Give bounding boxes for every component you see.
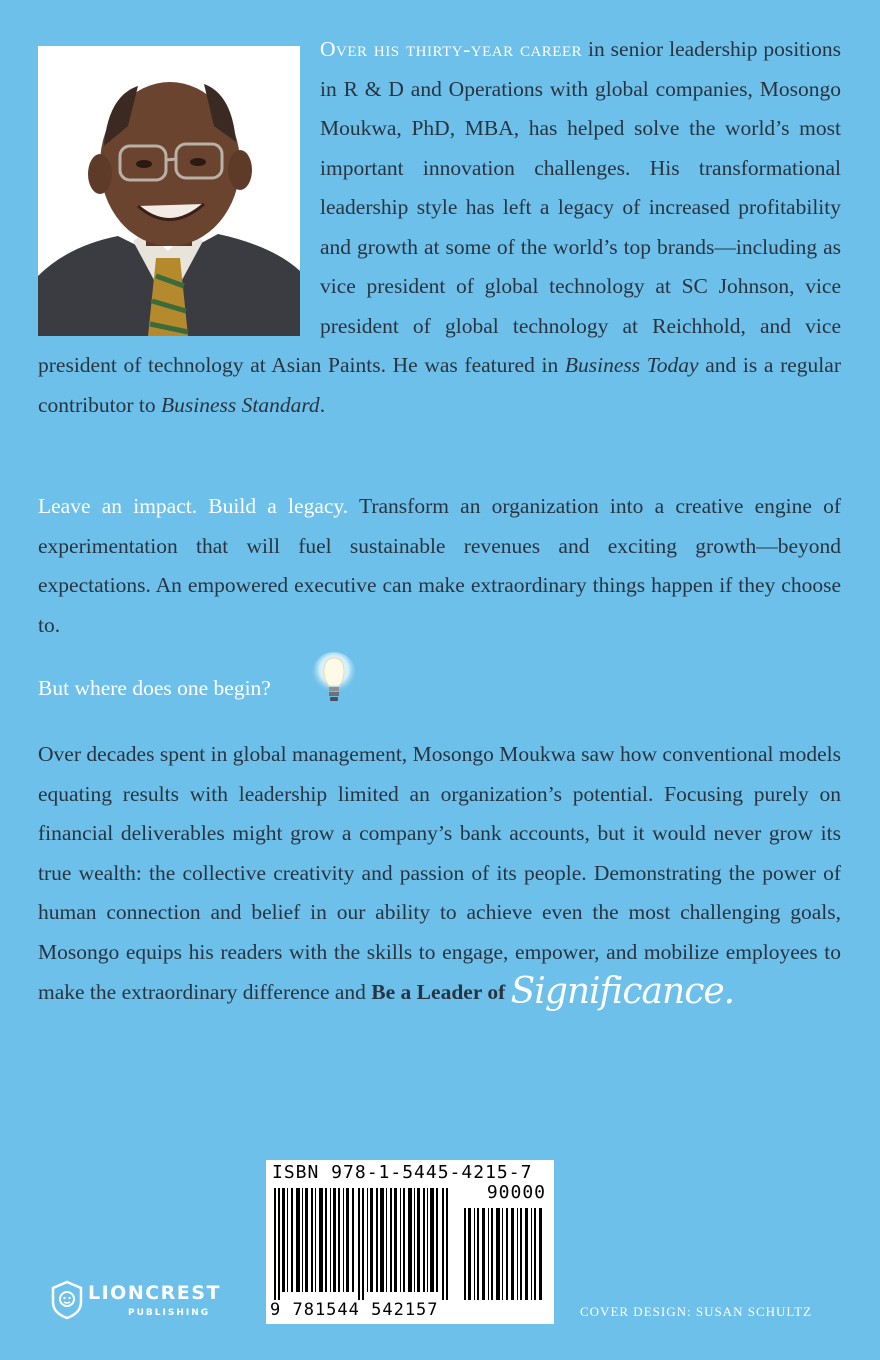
bio-end: .	[319, 392, 326, 417]
tagline-text: Transform an organization into a creative engine of experimentation that will fuel sustainable revenues and exciting growth—beyond expectations. An empowered executive can make extraordinary things happen if they choose to.	[38, 494, 841, 637]
title-phrase: Be a Leader of	[371, 980, 506, 1004]
isbn-barcode	[266, 1160, 554, 1324]
question-heading: But where does one begin?	[38, 676, 271, 700]
ean-bars	[272, 1188, 458, 1300]
lion-crest-icon	[50, 1280, 84, 1320]
publisher-logo	[50, 1280, 250, 1324]
bio-text: in senior leadership positions in R & D and Operations with global companies, Mosongo Moukwa, PhD, MBA, has helped solve the world’s most important innovation challenges. His transformational leadership style has left a legacy of increased profitability and growth at some of the world’s top brands—including as vice president of global technology at SC Johnson, vice president of global technology at Reichhold, and vice president of technology at Asian Paints. He was featured in	[38, 37, 841, 377]
description-paragraph	[38, 735, 841, 1013]
author-bio	[38, 30, 841, 425]
portrait-spacer	[38, 30, 320, 346]
publisher-name: LIONCREST	[88, 1282, 221, 1304]
publication-business-today: Business Today	[564, 353, 699, 377]
tagline-paragraph	[38, 487, 841, 645]
isbn-number: ISBN 978-1-5445-4215-7	[272, 1162, 533, 1183]
tagline-lead: Leave an impact. Build a legacy.	[38, 494, 349, 518]
bio-lead: Over his thirty-year career	[320, 37, 583, 61]
ean-digits: 9 781544 542157	[270, 1300, 439, 1320]
publisher-subtitle: PUBLISHING	[128, 1308, 211, 1318]
addon-bars	[462, 1208, 548, 1300]
publication-business-standard: Business Standard	[161, 392, 320, 417]
price-code: 90000	[486, 1182, 546, 1203]
significance-script: Significance.	[510, 971, 735, 1012]
bio-mid: and is a regular contributor to	[38, 353, 841, 417]
description-text: Over decades spent in global management, Mosongo Moukwa saw how conventional models equating results with leadership limited an organization’s potential. Focusing purely on financial deliverables might grow a company’s bank accounts, but it would never grow its true wealth: the collective creativity and passion of its people. Demonstrating the power of human connection and belief in our ability to achieve even the most challenging goals, Mosongo equips his readers with the skills to engage, empower, and mobilize employees to make the extraordinary difference and	[38, 742, 841, 1004]
cover-design-credit: COVER DESIGN: SUSAN SCHULTZ	[580, 1304, 813, 1319]
lightbulb-icon	[311, 648, 357, 718]
